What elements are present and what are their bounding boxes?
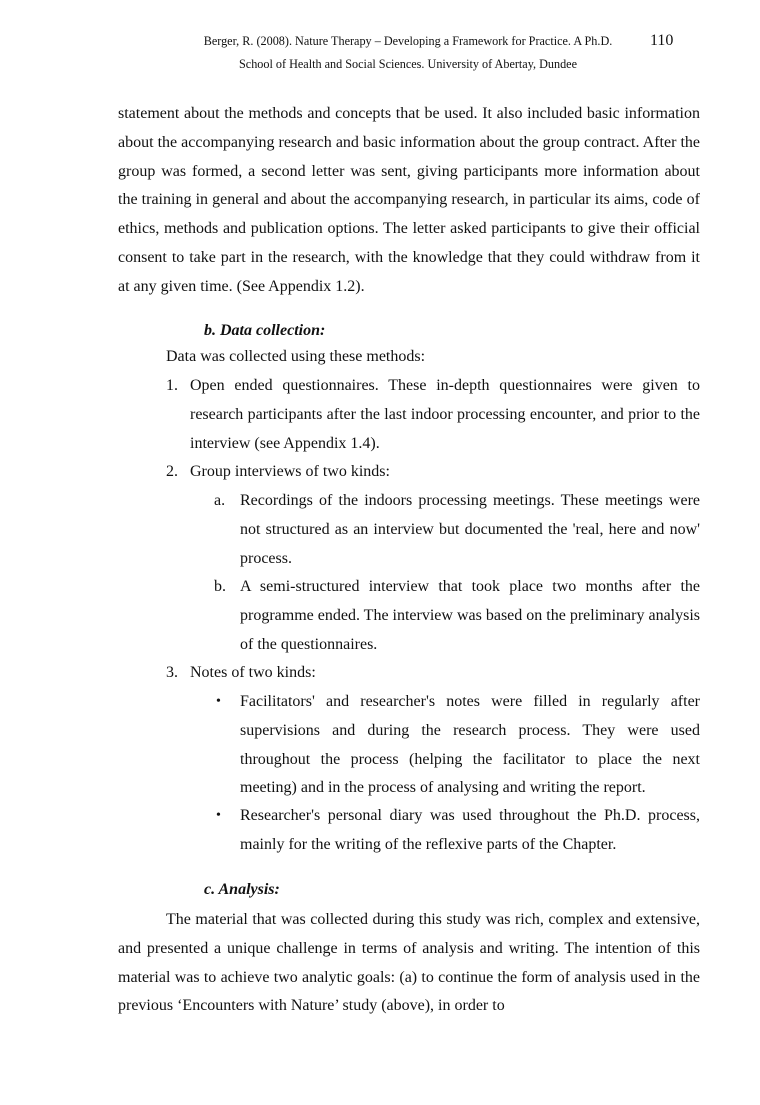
sub-marker-2b: b. [214,578,226,595]
bullet-icon: • [216,694,221,709]
data-collection-lead: Data was collected using these methods: [166,348,426,365]
list-item-group-interviews: Group interviews of two kinds: [190,463,390,480]
list-item-questionnaires: Open ended questionnaires. These in-depth questionnaires were given to research participants after the last indoor processing encounter, and prior to the interview (see Appendix 1.4). [190,377,700,452]
list-marker-2: 2. [166,463,178,480]
analysis-heading: c. Analysis: [204,881,280,898]
list-marker-3: 3. [166,664,178,681]
sub-item-recordings: Recordings of the indoors processing meetings. These meetings were not structured as an interview but documented the 'real, here and now' process. [240,492,700,567]
analysis-paragraph: The material that was collected during this study was rich, complex and extensive, and presented a unique challenge in terms of analysis and writing. The intention of this material was to achieve two analytic goals: (a) to continue the form of analysis used in the previous ‘Encounters with Nature’ study (above), in order to [118,911,700,1015]
page-header [118,30,698,76]
intro-paragraph: statement about the methods and concepts that be used. It also included basic information about the accompanying research and basic information about the group contract. After the group was formed, a second letter was sent, giving participants more information about the training in general and about the accompanying research, in particular its aims, code of ethics, methods and publication options. The letter asked participants to give their official consent to take part in the research, with the knowledge that they could withdraw from it at any given time. (See Appendix 1.2). [118,105,700,295]
list-marker-1: 1. [166,377,178,394]
header-institution: School of Health and Social Sciences. University of Abertay, Dundee [239,57,577,71]
list-item-notes: Notes of two kinds: [190,664,316,681]
page-number: 110 [650,32,674,49]
sub-item-semi-structured: A semi-structured interview that took place two months after the programme ended. The interview was based on the preliminary analysis of the questionnaires. [240,578,701,653]
sub-item-facilitator-notes: Facilitators' and researcher's notes were filled in regularly after supervisions and during the research process. They were used throughout the process (helping the facilitator to place the next meeting) and in the process of analysing and writing the report. [240,693,700,797]
header-citation: Berger, R. (2008). Nature Therapy – Developing a Framework for Practice. A Ph.D. [203,34,613,48]
sub-item-personal-diary: Researcher's personal diary was used throughout the Ph.D. process, mainly for the writing of the reflexive parts of the Chapter. [240,807,700,853]
sub-marker-2a: a. [214,492,226,509]
data-collection-heading: b. Data collection: [204,322,326,339]
bullet-icon: • [216,808,221,823]
